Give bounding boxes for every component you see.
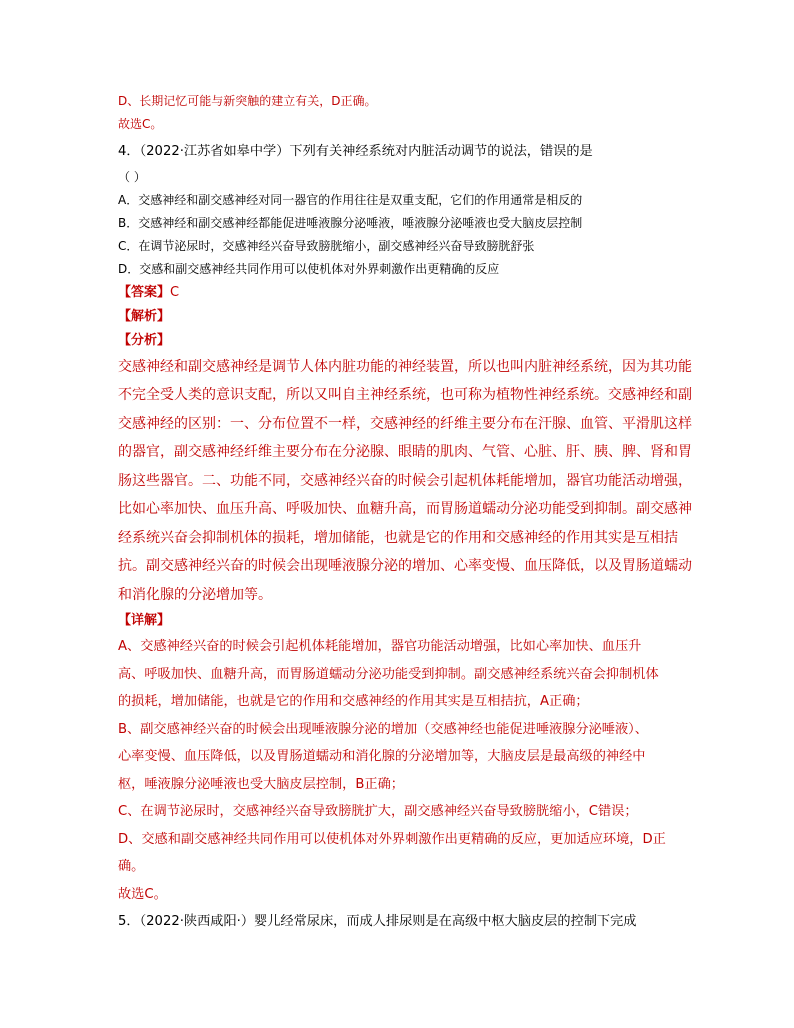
answer-line: [118, 281, 678, 305]
fenxi-line: 经系统兴奋会抑制机体的损耗，增加储能，也就是它的作用和交感神经的作用其实是互相拮: [118, 529, 678, 546]
question-stem: 4．（2022·江苏省如皋中学）下列有关神经系统对内脏活动调节的说法，错误的是: [118, 144, 593, 159]
fenxi-line: 比如心率加快、血压升高、呼吸加快、血糖升高，而胃肠道蠕动分泌功能受到抑制。副交感神: [118, 501, 692, 517]
xiangjie-line: 枢，唾液腺分泌唾液也受大脑皮层控制，B正确；: [118, 776, 404, 792]
fenxi-line: 的器官，副交感神经纤维主要分布在分泌腺、眼睛的肌肉、气管、心脏、肝、胰、脾、肾和胃: [118, 444, 692, 460]
fenxi-paragraph: [118, 353, 692, 610]
fenxi-line: 肠这些器官。二、功能不同，交感神经兴奋的时候会引起机体耗能增加，器官功能活动增强，: [118, 472, 692, 489]
xiangjie-line: D、交感和副交感神经共同作用可以使机体对外界刺激作出更精确的反应，更加适应环境，D正: [118, 831, 666, 847]
xiangjie-line: A、交感神经兴奋的时候会引起机体耗能增加，器官功能活动增强，比如心率加快、血压升: [118, 639, 642, 654]
xiangjie-line: 高、呼吸加快、血糖升高，而胃肠道蠕动分泌功能受到抑制。副交感神经系统兴奋会抑制机体: [118, 666, 659, 682]
xiangjie-label: 【详解】: [118, 613, 171, 628]
answer-blank: （ ）: [118, 169, 146, 184]
xiangjie-paragraph: [118, 633, 678, 881]
fenxi-line: 不完全受人类的意识支配，所以又叫自主神经系统，也可称为植物性神经系统。交感神经和副: [118, 387, 692, 403]
fenxi-label: 【分析】: [118, 332, 171, 348]
answer-value: C: [170, 284, 180, 300]
fenxi-line: 交感神经的区别：一、分布位置不一样，交感神经的纤维主要分布在汗腺、血管、平滑肌这样: [118, 415, 692, 432]
xiangjie-line: 确。: [118, 859, 145, 874]
xiangjie-line: C、在调节泌尿时，交感神经兴奋导致膀胱扩大，副交感神经兴奋导致膀胱缩小，C错误；: [118, 804, 638, 819]
document-page: [118, 90, 692, 936]
fenxi-line: 和消化腺的分泌增加等。: [118, 586, 272, 603]
answer-label: 【答案】: [118, 284, 171, 300]
prev-conclusion: 故选C。: [118, 117, 163, 131]
next-question-stem: 5．（2022·陕西咸阳·）婴儿经常尿床，而成人排尿则是在高级中枢大脑皮层的控制下完成: [118, 914, 637, 929]
conclusion: 故选C。: [118, 886, 167, 902]
xiangjie-line: B、副交感神经兴奋的时候会出现唾液腺分泌的增加（交感神经也能促进唾液腺分泌唾液）、: [118, 721, 648, 737]
fenxi-line: 抗。副交感神经兴奋的时候会出现唾液腺分泌的增加、心率变慢、血压降低，以及胃肠道蠕动: [118, 558, 692, 574]
option-b: B．交感神经和副交感神经都能促进唾液腺分泌唾液，唾液腺分泌唾液也受大脑皮层控制: [118, 215, 583, 230]
jiexi-label: 【解析】: [118, 308, 171, 324]
xiangjie-line: 的损耗，增加储能，也就是它的作用和交感神经的作用其实是互相拮抗，A正确；: [118, 694, 589, 709]
xiangjie-line: 心率变慢、血压降低，以及胃肠道蠕动和消化腺的分泌增加等，大脑皮层是最高级的神经中: [118, 749, 646, 764]
option-c: C．在调节泌尿时，交感神经兴奋导致膀胱缩小，副交感神经兴奋导致膀胱舒张: [118, 238, 535, 253]
prev-option-d: D、长期记忆可能与新突触的建立有关，D正确。: [118, 94, 377, 108]
option-d: D．交感和副交感神经共同作用可以使机体对外界刺激作出更精确的反应: [118, 261, 500, 276]
option-a: A．交感神经和副交感神经对同一器官的作用往往是双重支配，它们的作用通常是相反的: [118, 192, 583, 207]
fenxi-line: 交感神经和副交感神经是调节人体内脏功能的神经装置，所以也叫内脏神经系统，因为其功能: [118, 358, 692, 375]
